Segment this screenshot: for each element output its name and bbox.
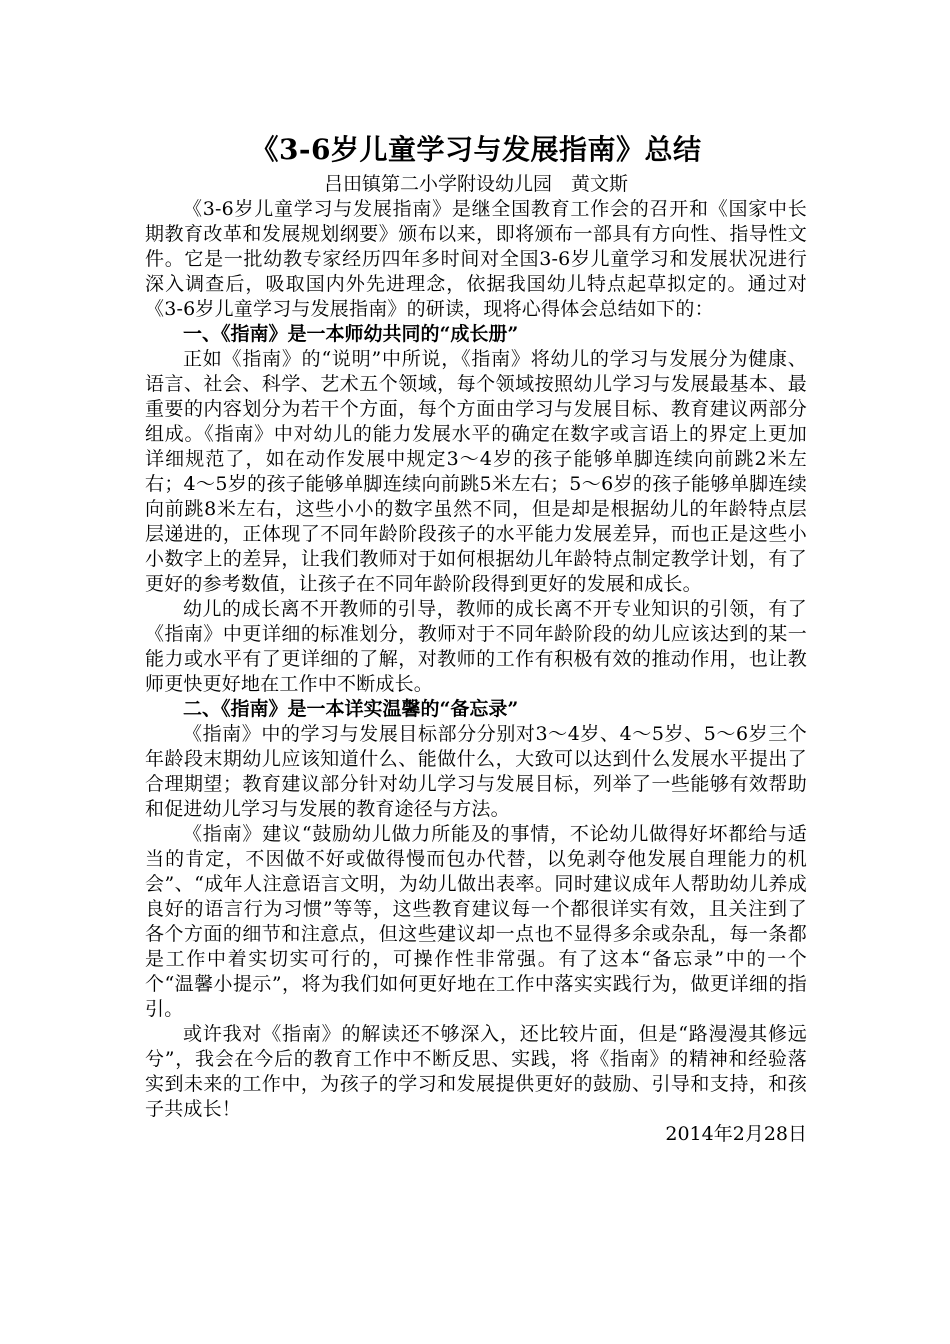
document-date: 2014年2月28日 [665, 1123, 807, 1145]
section-1-heading: 一、《指南》是一本师幼共同的“成长册” [183, 323, 519, 345]
document-title: 《3-6岁儿童学习与发展指南》总结 [250, 133, 702, 166]
section-2-heading: 二、《指南》是一本详实温馨的“备忘录” [183, 698, 519, 720]
document-page [145, 128, 807, 1147]
section-1-paragraph-1: 正如《指南》的“说明”中所说，《指南》将幼儿的学习与发展分为健康、语言、社会、科学、艺术五个领域，每个领域按照幼儿学习与发展最基本、最重要的内容划分为若干个方面，每个方面由学习与发展目标、教育建议两部分组成。《指南》中对幼儿的能力发展水平的确定在数字或言语上的界定上更加详细规范了，如在动作发展中规定3～4岁的孩子能够单脚连续向前跳2米左右；4～5岁的孩子能够单脚连续向前跳5米左右；5～6岁的孩子能够单脚连续向前跳8米左右，这些小小的数字虽然不同，但是却是根据幼儿的年龄特点层层递进的，正体现了不同年龄阶段孩子的水平能力发展差异，而也正是这些小小数字上的差异，让我们教师对于如何根据幼儿年龄特点制定教学计划，有了更好的参考数值，让孩子在不同年龄阶段得到更好的发展和成长。 [145, 348, 807, 595]
section-2-paragraph-3: 或许我对《指南》的解读还不够深入，还比较片面，但是“路漫漫其修远兮”，我会在今后的教育工作中不断反思、实践，将《指南》的精神和经验落实到未来的工作中，为孩子的学习和发展提供更好的鼓励、引导和支持，和孩子共成长！ [145, 1023, 807, 1120]
section-1-paragraph-2: 幼儿的成长离不开教师的引导，教师的成长离不开专业知识的引领，有了《指南》中更详细的标准划分，教师对于不同年龄阶段的幼儿应该达到的某一能力或水平有了更详细的了解，对教师的工作有积极有效的推动作用，也让教师更快更好地在工作中不断成长。 [145, 598, 807, 695]
author-byline: 吕田镇第二小学附设幼儿园 黄文斯 [323, 173, 628, 195]
section-2-paragraph-1: 《指南》中的学习与发展目标部分分别对3～4岁、4～5岁、5～6岁三个年龄段末期幼儿应该知道什么、能做什么，大致可以达到什么发展水平提出了合理期望；教育建议部分针对幼儿学习与发展目标，列举了一些能够有效帮助和促进幼儿学习与发展的教育途径与方法。 [145, 723, 807, 820]
intro-paragraph: 《3-6岁儿童学习与发展指南》是继全国教育工作会的召开和《国家中长期教育改革和发展规划纲要》颁布以来，即将颁布一部具有方向性、指导性文件。它是一批幼教专家经历四年多时间对全国3-6岁儿童学习和发展状况进行深入调查后，吸取国内外先进理念，依据我国幼儿特点起草拟定的。通过对《3-6岁儿童学习与发展指南》的研读，现将心得体会总结如下的： [145, 198, 807, 320]
section-2-paragraph-2: 《指南》建议“鼓励幼儿做力所能及的事情，不论幼儿做得好坏都给与适当的肯定，不因做不好或做得慢而包办代替，以免剥夺他发展自理能力的机会”、“成年人注意语言文明，为幼儿做出表率。同时建议成年人帮助幼儿养成良好的语言行为习惯”等等，这些教育建议每一个都很详实有效，且关注到了各个方面的细节和注意点，但这些建议却一点也不显得多余或杂乱，每一条都是工作中着实切实可行的，可操作性非常强。有了这本“备忘录”中的一个个“温馨小提示”，将为我们如何更好地在工作中落实实践行为，做更详细的指引。 [145, 823, 807, 1020]
